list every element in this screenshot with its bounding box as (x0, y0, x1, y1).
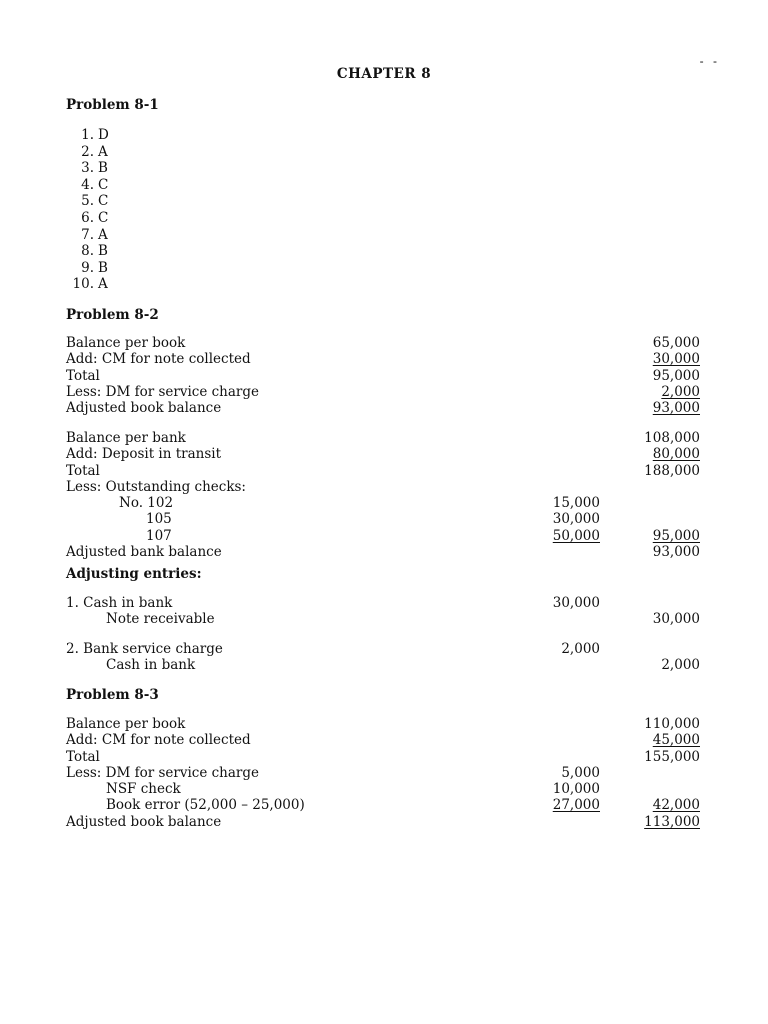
adjusting-entries-heading: Adjusting entries: (66, 566, 202, 582)
amount: 110,000 (644, 716, 700, 732)
row-label: Add: CM for note collected (66, 351, 251, 368)
row-label: No. 102 (119, 495, 174, 512)
row-label: 1. Cash in bank (66, 595, 173, 611)
amount: 2,000 (661, 657, 700, 674)
amount: 95,000 (652, 367, 700, 384)
amount: 30,000 (552, 511, 600, 528)
row-label: Less: DM for service charge (66, 764, 260, 781)
answer-number: 5. (81, 193, 94, 210)
adjusting-entry-2 (0, 641, 768, 674)
row-label: Total (66, 748, 100, 765)
row-label: Adjusted book balance (66, 400, 222, 417)
answer-letter: A (98, 226, 108, 243)
answer-number: 1. (81, 127, 94, 143)
row-label: Balance per bank (66, 430, 186, 446)
amount: 50,000 (552, 527, 600, 544)
book-reconciliation-8-3 (0, 716, 768, 830)
row-label: Less: Outstanding checks: (66, 478, 246, 495)
amount: 30,000 (652, 351, 700, 368)
row-label: Note receivable (106, 611, 215, 628)
answer-number: 2. (81, 143, 94, 160)
book-reconciliation (0, 335, 768, 416)
answer-item (66, 210, 109, 227)
answer-letter: B (98, 243, 108, 260)
adjusting-entry-1 (0, 595, 768, 628)
row-label: 105 (146, 511, 172, 528)
amount: 2,000 (661, 383, 700, 400)
answer-item (66, 243, 109, 260)
answer-list (66, 127, 109, 293)
answer-letter: C (98, 176, 109, 193)
amount: 27,000 (552, 797, 600, 814)
chapter-title: CHAPTER 8 (336, 66, 432, 82)
amount: 30,000 (552, 595, 600, 611)
answer-item (66, 276, 109, 293)
amount: 93,000 (652, 544, 700, 561)
amount: 45,000 (652, 732, 700, 749)
amount: 30,000 (652, 611, 700, 628)
amount: 108,000 (644, 430, 700, 446)
row-label: 2. Bank service charge (66, 641, 223, 657)
answer-number: 8. (81, 243, 94, 260)
answer-letter: C (98, 193, 109, 210)
answer-number: 7. (81, 226, 94, 243)
answer-item (66, 144, 109, 161)
row-label: Add: Deposit in transit (66, 446, 222, 463)
corner-mark: - - (699, 54, 720, 68)
amount: 65,000 (652, 335, 700, 351)
row-label: Balance per book (66, 335, 186, 351)
problem-8-3-heading: Problem 8-3 (66, 687, 159, 703)
row-label: NSF check (106, 781, 181, 798)
row-label: Add: CM for note collected (66, 732, 251, 749)
row-label: Adjusted bank balance (66, 544, 222, 561)
row-label: Total (66, 367, 100, 384)
amount: 80,000 (652, 446, 700, 463)
answer-item (66, 260, 109, 277)
amount: 10,000 (552, 781, 600, 798)
answer-letter: C (98, 209, 109, 226)
row-label: 107 (146, 527, 172, 544)
answer-item (66, 177, 109, 194)
amount: 188,000 (644, 462, 700, 479)
amount: 2,000 (561, 641, 600, 657)
answer-item (66, 227, 109, 244)
answer-letter: A (98, 276, 108, 293)
row-label: Book error (52,000 – 25,000) (106, 797, 305, 814)
amount: 113,000 (644, 813, 700, 830)
row-label: Balance per book (66, 716, 186, 732)
bank-reconciliation (0, 430, 768, 560)
amount: 95,000 (652, 527, 700, 544)
answer-letter: A (98, 143, 108, 160)
answer-letter: B (98, 160, 108, 177)
answer-number: 6. (81, 209, 94, 226)
amount: 42,000 (652, 797, 700, 814)
problem-8-2-heading: Problem 8-2 (66, 307, 159, 323)
row-label: Less: DM for service charge (66, 383, 260, 400)
amount: 15,000 (552, 495, 600, 512)
answer-item (66, 193, 109, 210)
answer-number: 3. (81, 160, 94, 177)
amount: 5,000 (561, 764, 600, 781)
amount: 155,000 (644, 748, 700, 765)
problem-8-1-heading: Problem 8-1 (66, 97, 159, 113)
amount: 93,000 (652, 400, 700, 417)
row-label: Adjusted book balance (66, 813, 222, 830)
row-label: Total (66, 462, 100, 479)
answer-number: 4. (81, 176, 94, 193)
answer-item (66, 127, 109, 144)
answer-number: 10. (72, 276, 94, 293)
row-label: Cash in bank (106, 657, 196, 674)
answer-letter: B (98, 259, 108, 276)
answer-item (66, 160, 109, 177)
answer-letter: D (98, 127, 109, 143)
answer-number: 9. (81, 259, 94, 276)
